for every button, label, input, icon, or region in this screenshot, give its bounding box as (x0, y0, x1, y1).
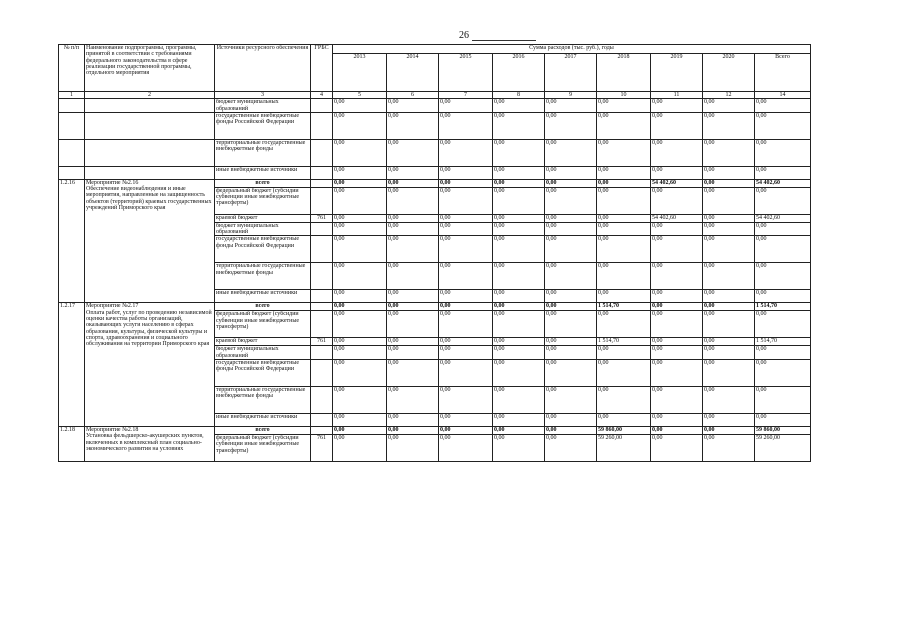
column-index: 11 (651, 92, 703, 99)
grbs-code (311, 236, 333, 263)
amount-cell: 0,00 (703, 387, 755, 414)
row-number: 1.2.16 (59, 179, 85, 303)
header-name: Наименование подпрограммы, программы, принятой в соответствии с требованиями федерального законодательства в сфере реализации государственной программы, отдельного мероприятия (85, 45, 215, 92)
amount-cell: 0,00 (333, 214, 387, 222)
amount-cell: 0,00 (703, 112, 755, 139)
amount-cell: 0,00 (387, 187, 439, 214)
amount-cell: 0,00 (493, 435, 545, 462)
amount-cell: 0,00 (545, 187, 597, 214)
measure-name-cell (85, 99, 215, 113)
amount-cell: 0,00 (545, 222, 597, 236)
amount-cell: 0,00 (755, 166, 811, 179)
header-row (59, 45, 811, 54)
amount-cell: 54 402,60 (755, 214, 811, 222)
header-year: 2015 (439, 54, 493, 92)
source-total: всего (215, 179, 311, 187)
amount-cell: 0,00 (651, 99, 703, 113)
amount-cell: 0,00 (333, 290, 387, 303)
funding-source: иные внебюджетные источники (215, 166, 311, 179)
amount-cell: 0,00 (545, 179, 597, 187)
amount-cell: 0,00 (651, 112, 703, 139)
amount-cell: 0,00 (703, 346, 755, 360)
amount-cell: 1 514,70 (755, 338, 811, 346)
grbs-code (311, 112, 333, 139)
amount-cell: 0,00 (597, 179, 651, 187)
amount-cell: 0,00 (333, 414, 387, 427)
amount-cell: 0,00 (597, 346, 651, 360)
funding-source: иные внебюджетные источники (215, 290, 311, 303)
amount-cell: 54 402,60 (651, 214, 703, 222)
measure-description: Оплата работ, услуг по проведению независимой оценки качества работы организаций, оказывающих услуги населению в сферах образования, культуры, физической культуры и спорта, здравоохранения и социального обслуживания на территории Приморского края (86, 309, 212, 348)
amount-cell: 0,00 (333, 139, 387, 166)
grbs-code: 761 (311, 338, 333, 346)
amount-cell: 0,00 (493, 139, 545, 166)
amount-cell: 0,00 (545, 99, 597, 113)
column-index: 9 (545, 92, 597, 99)
amount-cell: 0,00 (493, 427, 545, 435)
amount-cell: 0,00 (703, 311, 755, 338)
grbs-code (311, 311, 333, 338)
grbs-code (311, 139, 333, 166)
amount-cell: 0,00 (333, 166, 387, 179)
table-row (59, 427, 811, 435)
amount-cell: 0,00 (597, 112, 651, 139)
amount-cell: 0,00 (387, 346, 439, 360)
amount-cell: 0,00 (439, 222, 493, 236)
header-sum-title: Сумма расходов (тыс. руб.), годы (333, 45, 811, 54)
header-year: 2019 (651, 54, 703, 92)
column-index: 4 (311, 92, 333, 99)
amount-cell: 0,00 (333, 387, 387, 414)
header-num: № п/п (59, 45, 85, 92)
grbs-code (311, 166, 333, 179)
amount-cell: 0,00 (545, 360, 597, 387)
amount-cell: 0,00 (439, 263, 493, 290)
amount-cell: 0,00 (333, 222, 387, 236)
amount-cell: 0,00 (387, 166, 439, 179)
amount-cell: 0,00 (439, 187, 493, 214)
amount-cell: 0,00 (387, 236, 439, 263)
amount-cell: 0,00 (703, 187, 755, 214)
amount-cell: 0,00 (333, 303, 387, 311)
amount-cell: 59 260,00 (597, 435, 651, 462)
table-row (59, 303, 811, 311)
column-index: 10 (597, 92, 651, 99)
amount-cell: 0,00 (597, 222, 651, 236)
amount-cell: 0,00 (703, 303, 755, 311)
funding-source: краевой бюджет (215, 214, 311, 222)
amount-cell: 0,00 (493, 263, 545, 290)
column-index: 8 (493, 92, 545, 99)
amount-cell: 0,00 (651, 303, 703, 311)
funding-source: территориальные государственные внебюджетные фонды (215, 263, 311, 290)
funding-source: бюджет муниципальных образований (215, 346, 311, 360)
amount-cell: 0,00 (703, 290, 755, 303)
amount-cell: 0,00 (703, 166, 755, 179)
amount-cell: 0,00 (493, 179, 545, 187)
amount-cell: 0,00 (333, 179, 387, 187)
amount-cell: 0,00 (493, 236, 545, 263)
header-year: 2017 (545, 54, 597, 92)
amount-cell: 0,00 (333, 311, 387, 338)
amount-cell: 0,00 (703, 435, 755, 462)
amount-cell: 0,00 (493, 303, 545, 311)
measure-name-cell (85, 427, 215, 462)
amount-cell: 0,00 (493, 414, 545, 427)
measure-description: Установка фельдшерско-акушерских пунктов, включенных в комплексный план социально-экономического развития на условиях (86, 433, 204, 452)
measure-name-cell (85, 303, 215, 427)
grbs-code (311, 360, 333, 387)
funding-source: федеральный бюджет (субсидии субвенции иные межбюджетные трансферты) (215, 435, 311, 462)
amount-cell: 0,00 (439, 303, 493, 311)
amount-cell: 0,00 (439, 112, 493, 139)
amount-cell: 59 860,00 (597, 427, 651, 435)
amount-cell: 0,00 (755, 99, 811, 113)
amount-cell: 0,00 (597, 360, 651, 387)
column-index: 14 (755, 92, 811, 99)
grbs-code (311, 179, 333, 187)
row-number: 1.2.17 (59, 303, 85, 427)
amount-cell: 0,00 (755, 346, 811, 360)
amount-cell: 0,00 (387, 414, 439, 427)
amount-cell: 0,00 (387, 179, 439, 187)
amount-cell: 0,00 (545, 303, 597, 311)
funding-source: государственные внебюджетные фонды Российской Федерации (215, 360, 311, 387)
amount-cell: 0,00 (755, 414, 811, 427)
amount-cell: 0,00 (439, 387, 493, 414)
funding-source: бюджет муниципальных образований (215, 99, 311, 113)
column-index: 3 (215, 92, 311, 99)
funding-source: государственные внебюджетные фонды Российской Федерации (215, 112, 311, 139)
amount-cell: 0,00 (439, 427, 493, 435)
amount-cell: 0,00 (545, 214, 597, 222)
amount-cell: 0,00 (651, 187, 703, 214)
grbs-code: 761 (311, 214, 333, 222)
amount-cell: 0,00 (755, 263, 811, 290)
amount-cell: 0,00 (387, 214, 439, 222)
grbs-code (311, 290, 333, 303)
table-row (59, 139, 811, 166)
amount-cell: 0,00 (387, 112, 439, 139)
amount-cell: 0,00 (493, 311, 545, 338)
amount-cell: 0,00 (387, 387, 439, 414)
amount-cell: 0,00 (333, 338, 387, 346)
amount-cell: 0,00 (703, 338, 755, 346)
amount-cell: 0,00 (755, 387, 811, 414)
amount-cell: 0,00 (493, 222, 545, 236)
amount-cell: 0,00 (755, 187, 811, 214)
measure-description: Обеспечение видеонаблюдения и иные мероприятия, направленные на защищенность объектов (территорий) краевых государственных учреждений Приморского края (86, 186, 212, 212)
amount-cell: 0,00 (387, 99, 439, 113)
amount-cell: 0,00 (651, 236, 703, 263)
funding-source: иные внебюджетные источники (215, 414, 311, 427)
row-number (59, 112, 85, 139)
amount-cell: 0,00 (597, 166, 651, 179)
header-year: 2020 (703, 54, 755, 92)
amount-cell: 0,00 (597, 387, 651, 414)
grbs-code (311, 427, 333, 435)
amount-cell: 0,00 (493, 166, 545, 179)
row-number (59, 166, 85, 179)
amount-cell: 59 860,00 (755, 427, 811, 435)
amount-cell: 0,00 (703, 222, 755, 236)
measure-name-cell (85, 179, 215, 303)
amount-cell: 0,00 (755, 360, 811, 387)
amount-cell: 0,00 (651, 139, 703, 166)
amount-cell: 0,00 (755, 236, 811, 263)
amount-cell: 0,00 (333, 99, 387, 113)
header-year: Всего (755, 54, 811, 92)
amount-cell: 0,00 (545, 263, 597, 290)
amount-cell: 0,00 (333, 112, 387, 139)
amount-cell: 0,00 (545, 112, 597, 139)
amount-cell: 0,00 (439, 311, 493, 338)
amount-cell: 0,00 (333, 263, 387, 290)
amount-cell: 0,00 (651, 166, 703, 179)
amount-cell: 0,00 (387, 303, 439, 311)
funding-source: федеральный бюджет (субсидии субвенции иные межбюджетные трансферты) (215, 187, 311, 214)
funding-source: территориальные государственные внебюджетные фонды (215, 387, 311, 414)
grbs-code (311, 187, 333, 214)
column-index: 6 (387, 92, 439, 99)
amount-cell: 0,00 (387, 435, 439, 462)
amount-cell: 0,00 (651, 290, 703, 303)
amount-cell: 0,00 (493, 387, 545, 414)
amount-cell: 0,00 (493, 346, 545, 360)
table-row (59, 112, 811, 139)
amount-cell: 0,00 (597, 263, 651, 290)
amount-cell: 0,00 (703, 236, 755, 263)
amount-cell: 0,00 (439, 99, 493, 113)
amount-cell: 0,00 (387, 338, 439, 346)
amount-cell: 1 514,70 (597, 303, 651, 311)
amount-cell: 0,00 (597, 214, 651, 222)
expenses-table (58, 44, 811, 462)
amount-cell: 0,00 (597, 290, 651, 303)
page-number: 26 (459, 30, 469, 41)
amount-cell: 0,00 (703, 139, 755, 166)
amount-cell: 0,00 (493, 290, 545, 303)
amount-cell: 0,00 (755, 112, 811, 139)
amount-cell: 0,00 (597, 99, 651, 113)
amount-cell: 0,00 (439, 414, 493, 427)
amount-cell: 0,00 (703, 214, 755, 222)
amount-cell: 0,00 (439, 179, 493, 187)
amount-cell: 54 402,60 (755, 179, 811, 187)
amount-cell: 0,00 (333, 427, 387, 435)
amount-cell: 0,00 (597, 311, 651, 338)
amount-cell: 0,00 (493, 112, 545, 139)
grbs-code (311, 263, 333, 290)
column-index: 1 (59, 92, 85, 99)
amount-cell: 0,00 (651, 346, 703, 360)
amount-cell: 0,00 (545, 166, 597, 179)
amount-cell: 0,00 (703, 263, 755, 290)
grbs-code (311, 346, 333, 360)
table-row (59, 179, 811, 187)
amount-cell: 0,00 (545, 236, 597, 263)
amount-cell: 0,00 (545, 427, 597, 435)
amount-cell: 0,00 (387, 263, 439, 290)
amount-cell: 0,00 (703, 99, 755, 113)
amount-cell: 0,00 (333, 360, 387, 387)
funding-source: краевой бюджет (215, 338, 311, 346)
column-index: 5 (333, 92, 387, 99)
amount-cell: 0,00 (545, 414, 597, 427)
column-index: 12 (703, 92, 755, 99)
grbs-code (311, 99, 333, 113)
measure-name-cell (85, 139, 215, 166)
amount-cell: 0,00 (493, 99, 545, 113)
grbs-code (311, 303, 333, 311)
amount-cell: 0,00 (545, 338, 597, 346)
amount-cell: 0,00 (439, 139, 493, 166)
row-number (59, 139, 85, 166)
amount-cell: 0,00 (755, 290, 811, 303)
amount-cell: 0,00 (651, 435, 703, 462)
header-source: Источники ресурсного обеспечения (215, 45, 311, 92)
amount-cell: 0,00 (651, 387, 703, 414)
table-body (59, 45, 811, 462)
measure-name-cell (85, 166, 215, 179)
amount-cell: 0,00 (545, 387, 597, 414)
amount-cell: 0,00 (387, 222, 439, 236)
amount-cell: 0,00 (597, 139, 651, 166)
funding-source: государственные внебюджетные фонды Российской Федерации (215, 236, 311, 263)
amount-cell: 0,00 (493, 187, 545, 214)
amount-cell: 59 260,00 (755, 435, 811, 462)
row-number (59, 99, 85, 113)
amount-cell: 0,00 (651, 414, 703, 427)
grbs-code: 761 (311, 435, 333, 462)
amount-cell: 0,00 (439, 360, 493, 387)
header-year: 2013 (333, 54, 387, 92)
header-year: 2014 (387, 54, 439, 92)
source-total: всего (215, 427, 311, 435)
measure-title: Мероприятие №2.18 (86, 427, 139, 434)
amount-cell: 0,00 (545, 139, 597, 166)
amount-cell: 0,00 (545, 290, 597, 303)
amount-cell: 0,00 (333, 187, 387, 214)
table-row (59, 166, 811, 179)
grbs-code (311, 387, 333, 414)
amount-cell: 0,00 (439, 435, 493, 462)
funding-source: федеральный бюджет (субсидии субвенции иные межбюджетные трансферты) (215, 311, 311, 338)
amount-cell: 0,00 (755, 311, 811, 338)
table-row (59, 99, 811, 113)
amount-cell: 0,00 (333, 346, 387, 360)
amount-cell: 0,00 (703, 427, 755, 435)
amount-cell: 0,00 (439, 290, 493, 303)
amount-cell: 0,00 (651, 338, 703, 346)
amount-cell: 1 514,70 (755, 303, 811, 311)
page-number-rule (472, 40, 536, 41)
amount-cell: 0,00 (597, 187, 651, 214)
amount-cell: 0,00 (439, 214, 493, 222)
amount-cell: 0,00 (651, 427, 703, 435)
amount-cell: 0,00 (651, 360, 703, 387)
source-total: всего (215, 303, 311, 311)
grbs-code (311, 414, 333, 427)
amount-cell: 0,00 (387, 311, 439, 338)
amount-cell: 0,00 (439, 166, 493, 179)
header-grbs: ГРБС (311, 45, 333, 92)
measure-title: Мероприятие №2.16 (86, 179, 139, 186)
amount-cell: 0,00 (597, 236, 651, 263)
amount-cell: 0,00 (493, 214, 545, 222)
amount-cell: 0,00 (651, 263, 703, 290)
amount-cell: 0,00 (387, 139, 439, 166)
amount-cell: 0,00 (545, 435, 597, 462)
amount-cell: 0,00 (439, 338, 493, 346)
header-year: 2016 (493, 54, 545, 92)
amount-cell: 0,00 (755, 222, 811, 236)
amount-cell: 1 514,70 (597, 338, 651, 346)
row-number: 1.2.18 (59, 427, 85, 462)
amount-cell: 0,00 (703, 179, 755, 187)
funding-source: территориальные государственные внебюджетные фонды (215, 139, 311, 166)
measure-name-cell (85, 112, 215, 139)
amount-cell: 0,00 (333, 236, 387, 263)
amount-cell: 0,00 (703, 414, 755, 427)
amount-cell: 0,00 (387, 290, 439, 303)
amount-cell: 0,00 (597, 414, 651, 427)
amount-cell: 0,00 (439, 236, 493, 263)
column-index-row (59, 92, 811, 99)
header-year: 2018 (597, 54, 651, 92)
amount-cell: 0,00 (651, 222, 703, 236)
amount-cell: 0,00 (755, 139, 811, 166)
amount-cell: 0,00 (545, 346, 597, 360)
amount-cell: 0,00 (493, 338, 545, 346)
amount-cell: 0,00 (387, 360, 439, 387)
amount-cell: 0,00 (333, 435, 387, 462)
amount-cell: 0,00 (387, 427, 439, 435)
measure-title: Мероприятие №2.17 (86, 303, 139, 310)
amount-cell: 54 402,60 (651, 179, 703, 187)
amount-cell: 0,00 (493, 360, 545, 387)
grbs-code (311, 222, 333, 236)
column-index: 7 (439, 92, 493, 99)
funding-source: бюджет муниципальных образований (215, 222, 311, 236)
amount-cell: 0,00 (545, 311, 597, 338)
amount-cell: 0,00 (439, 346, 493, 360)
column-index: 2 (85, 92, 215, 99)
amount-cell: 0,00 (651, 311, 703, 338)
amount-cell: 0,00 (703, 360, 755, 387)
